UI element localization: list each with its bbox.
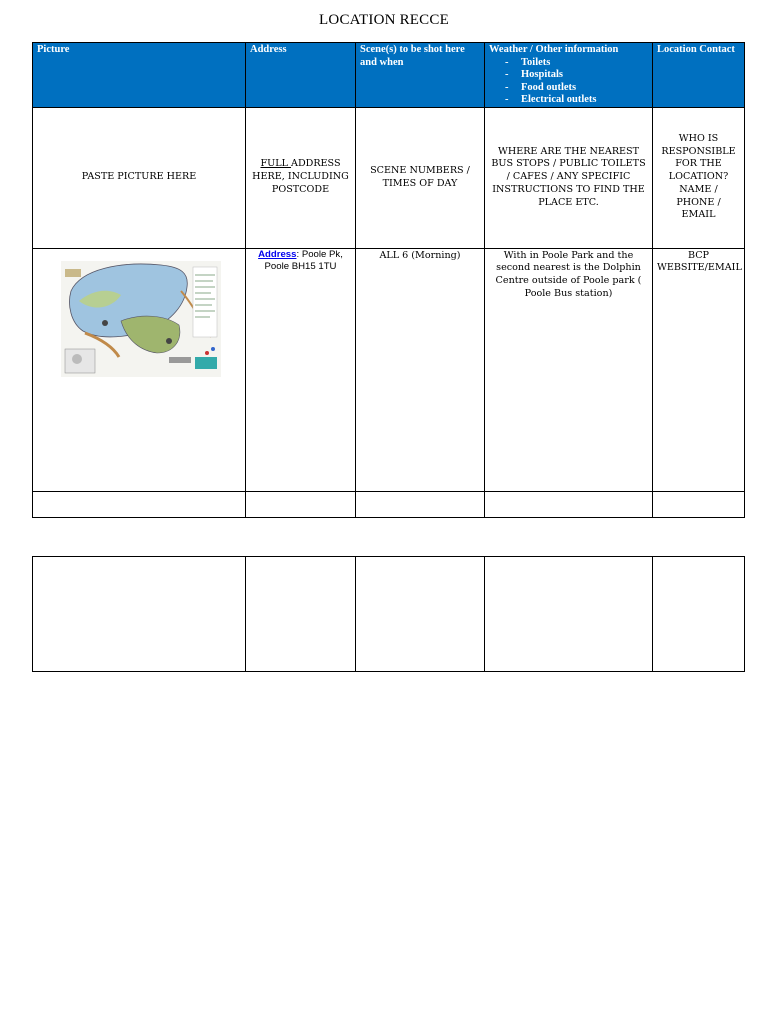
header-row <box>33 43 745 108</box>
header-address: Address <box>246 43 356 108</box>
guide-address-rest: ADDRESS HERE, INCLUDING POSTCODE <box>252 158 349 195</box>
header-scenes: Scene(s) to be shot here and when <box>356 43 485 108</box>
address-value: : Poole Pk, Poole BH15 1TU <box>264 248 343 273</box>
empty-cell[interactable] <box>653 491 745 517</box>
empty-cell[interactable] <box>246 491 356 517</box>
guide-row <box>33 107 745 248</box>
empty-cell[interactable] <box>356 557 485 672</box>
guide-scenes: SCENE NUMBERS / TIMES OF DAY <box>356 107 485 248</box>
list-item: - Electrical outlets <box>505 94 648 107</box>
header-contact: Location Contact <box>653 43 745 108</box>
park-map-graphic <box>61 261 221 377</box>
data-picture <box>33 248 246 491</box>
table-row <box>33 248 745 491</box>
list-item: - Hospitals <box>505 69 648 82</box>
header-weather-list <box>489 57 648 107</box>
location-recce-table <box>32 42 745 518</box>
table-row <box>33 491 745 517</box>
guide-weather: WHERE ARE THE NEAREST BUS STOPS / PUBLIC TOILETS / CAFES / ANY SPECIFIC INSTRUCTIONS TO FIND THE PLACE ETC. <box>485 107 653 248</box>
guide-address-underlined: FULL <box>260 158 292 170</box>
second-recce-table <box>32 556 745 672</box>
empty-cell[interactable] <box>356 491 485 517</box>
data-weather: With in Poole Park and the second nearest is the Dolphin Centre outside of Poole park ( Poole Bus station) <box>485 248 653 491</box>
guide-picture: PASTE PICTURE HERE <box>33 107 246 248</box>
empty-cell[interactable] <box>33 491 246 517</box>
empty-cell[interactable] <box>485 491 653 517</box>
guide-address <box>246 107 356 248</box>
header-weather <box>485 43 653 108</box>
empty-cell[interactable] <box>485 557 653 672</box>
data-address <box>246 248 356 491</box>
header-weather-title: Weather / Other information <box>489 44 619 55</box>
empty-cell[interactable] <box>653 557 745 672</box>
empty-cell[interactable] <box>33 557 246 672</box>
list-item: - Toilets <box>505 57 648 70</box>
guide-contact: WHO IS RESPONSIBLE FOR THE LOCATION? NAME / PHONE / EMAIL <box>653 107 745 248</box>
list-item: - Food outlets <box>505 82 648 95</box>
header-picture: Picture <box>33 43 246 108</box>
address-link[interactable]: Address <box>258 248 297 260</box>
empty-cell[interactable] <box>246 557 356 672</box>
table-row <box>33 557 745 672</box>
data-contact: BCP WEBSITE/EMAIL <box>653 248 745 491</box>
park-map-image <box>61 261 221 377</box>
data-scenes: ALL 6 (Morning) <box>356 248 485 491</box>
document-title: LOCATION RECCE <box>319 12 449 28</box>
